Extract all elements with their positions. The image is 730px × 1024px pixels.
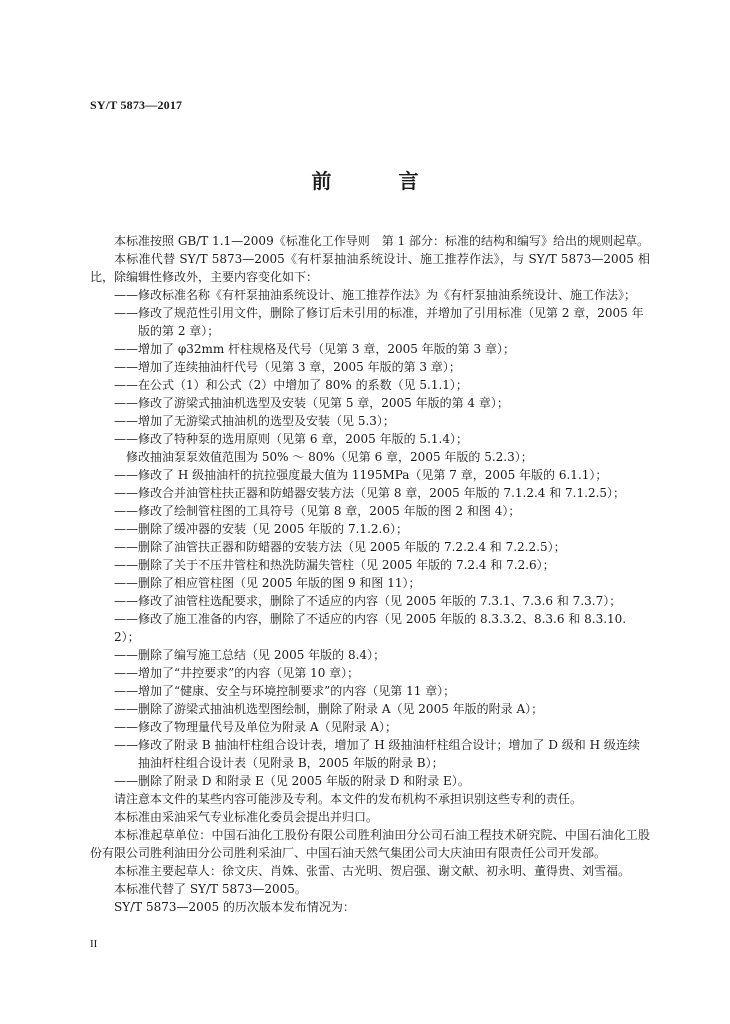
- paragraph: 本标准按照 GB/T 1.1—2009《标准化工作导则 第 1 部分：标准的结构和编写》给出的规则起草。: [114, 234, 649, 248]
- change-item: ——删除了缓冲器的安装（见 2005 年版的 7.1.2.6）；: [114, 522, 408, 536]
- document-code: SY/T 5873—2017: [90, 98, 183, 112]
- change-item: ——修改了 H 级抽油杆的抗拉强度最大值为 1195MPa（见第 7 章，2005 年版的 6.1.1）；: [114, 468, 608, 482]
- change-item: ——删除了编写施工总结（见 2005 年版的 8.4）；: [114, 648, 386, 662]
- change-item: ——修改了施工准备的内容，删除了不适应的内容（见 2005 年版的 8.3.3.2、8.3.6 和 8.3.10.2）；: [114, 612, 627, 644]
- change-item: ——增加了 φ32mm 杆柱规格及代号（见第 3 章，2005 年版的第 3 章）；: [114, 342, 515, 356]
- paragraph: 本标准主要起草人：徐文庆、肖姝、张雷、古光明、贺启强、谢文献、初永明、董得贵、刘雪福。: [114, 864, 631, 878]
- paragraph: 本标准由采油采气专业标准化委员会提出并归口。: [114, 810, 379, 824]
- change-item: ——删除了游梁式抽油机选型图绘制，删除了附录 A（见 2005 年版的附录 A）；: [114, 702, 544, 716]
- paragraph: 本标准代替 SY/T 5873—2005《有杆泵抽油系统设计、施工推荐作法》，与 SY/T 5873—2005 相比，除编辑性修改外，主要内容变化如下：: [90, 252, 650, 284]
- change-item: ——修改了绘制管柱图的工具符号（见第 8 章，2005 年版的图 2 和图 4）；: [114, 504, 521, 518]
- change-item: ——修改了物理量代号及单位为附录 A（见附录 A）；: [114, 720, 397, 734]
- page-number: II: [90, 938, 98, 950]
- change-item: ——修改了特种泵的选用原则（见第 6 章，2005 年版的 5.1.4）；: [114, 432, 468, 446]
- foreword-body: [90, 232, 650, 916]
- change-item: ——删除了相应管柱图（见 2005 年版的图 9 和图 11）；: [114, 576, 421, 590]
- change-item: ——增加了“健康、安全与环境控制要求”的内容（见第 11 章）；: [114, 684, 456, 698]
- paragraph: 请注意本文件的某些内容可能涉及专利。本文件的发布机构不承担识别这些专利的责任。: [114, 792, 583, 806]
- page-title: 前 言: [311, 169, 449, 193]
- change-item: ——修改了游梁式抽油机选型及安装（见第 5 章，2005 年版的第 4 章）；: [114, 396, 509, 410]
- change-item: ——增加了无游梁式抽油机的选型及安装（见 5.3）；: [114, 414, 395, 428]
- change-item: ——删除了油管扶正器和防蜡器的安装方法（见 2005 年版的 7.2.2.4 和 7.2.2.5）；: [114, 540, 566, 554]
- change-item: ——增加了连续抽油杆代号（见第 3 章，2005 年版的第 3 章）；: [114, 360, 461, 374]
- change-item: ——修改了油管柱选配要求，删除了不适应的内容（见 2005 年版的 7.3.1、7.3.6 和 7.3.7）；: [114, 594, 622, 608]
- change-item: 修改抽油泵泵效值范围为 50% ～ 80%（见第 6 章，2005 年版的 5.2.3）；: [114, 450, 533, 464]
- change-item: ——修改标准名称《有杆泵抽油系统设计、施工推荐作法》为《有杆泵抽油系统设计、施工作法》；: [114, 288, 637, 302]
- change-item: ——删除了关于不压井管柱和热洗防漏失管柱（见 2005 年版的 7.2.4 和 7.2.6）；: [114, 558, 555, 572]
- paragraph: 本标准起草单位：中国石油化工股份有限公司胜利油田分公司石油工程技术研究院、中国石油化工股份有限公司胜利油田分公司胜利采油厂、中国石油天然气集团公司大庆油田有限责任公司开发部。: [90, 828, 650, 860]
- change-item: ——修改了附录 B 抽油杆柱组合设计表，增加了 H 级抽油杆柱组合设计；增加了 D 级和 H 级连续抽油杆柱组合设计表（见附录 B，2005 年版的附录 B）；: [114, 738, 640, 770]
- change-item: ——在公式（1）和公式（2）中增加了 80% 的系数（见 5.1.1）；: [114, 378, 468, 392]
- change-item: ——删除了附录 D 和附录 E（见 2005 年版的附录 D 和附录 E）。: [114, 774, 470, 788]
- paragraph: SY/T 5873—2005 的历次版本发布情况为：: [114, 900, 355, 914]
- change-item: ——修改合并油管柱扶正器和防蜡器安装方法（见第 8 章，2005 年版的 7.1.2.4 和 7.1.2.5）；: [114, 486, 626, 500]
- paragraph: 本标准代替了 SY/T 5873—2005。: [114, 882, 307, 896]
- change-item: ——增加了“井控要求”的内容（见第 10 章）；: [114, 666, 360, 680]
- change-item: ——修改了规范性引用文件，删除了修订后未引用的标准，并增加了引用标准（见第 2 章，2005 年版的第 2 章）；: [114, 306, 644, 338]
